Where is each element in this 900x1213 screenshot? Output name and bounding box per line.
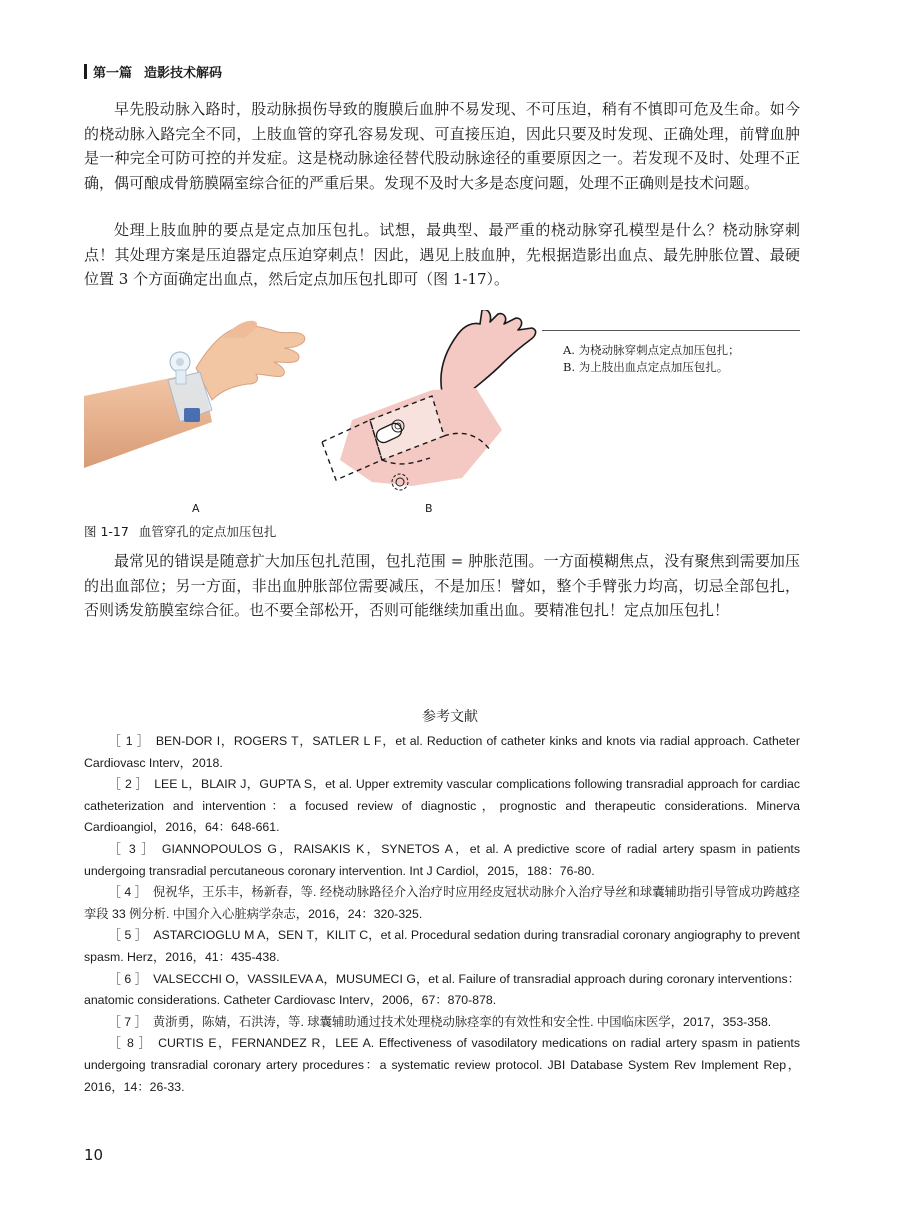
reference-text: VALSECCHI O，VASSILEVA A，MUSUMECI G，et al. Failure of transradial approach during coronary interventions：anatomic considerations. Catheter Cardiovasc Interv，2006，67：870-878.: [84, 971, 800, 1008]
reference-text: 倪祝华，王乐丰，杨新春，等. 经桡动脉路径介入治疗时应用经皮冠状动脉介入治疗导丝和球囊辅助指引导管成功跨越痉挛段 33 例分析. 中国介入心脏病学杂志，2016，24：320-325.: [84, 885, 800, 921]
paragraph-2: 处理上肢血肿的要点是定点加压包扎。试想，最典型、最严重的桡动脉穿孔模型是什么？桡动脉穿刺点！其处理方案是压迫器定点压迫穿刺点！因此，遇见上肢血肿，先根据造影出血点、最先肿胀位置、最硬位置 3 个方面确定出血点，然后定点加压包扎即可（图 1-17）。: [84, 221, 800, 288]
caption-number: 图 1-17: [84, 524, 129, 539]
reference-item: [84, 925, 800, 968]
figure-label-a: A: [192, 502, 200, 515]
references-list: [84, 731, 800, 1098]
header-bar: [84, 64, 87, 79]
reference-text: 黄浙勇，陈婧，石洪涛，等. 球囊辅助通过技术处理桡动脉痉挛的有效性和安全性. 中国临床医学，2017，353-358.: [152, 1014, 772, 1029]
reference-index: ［ 4 ］: [108, 885, 147, 900]
reference-item: [84, 969, 800, 1012]
reference-index: ［ 1 ］: [108, 734, 150, 748]
legend-item-a: A. 为桡动脉穿刺点定点加压包扎；: [563, 343, 740, 357]
page-number: 10: [84, 1146, 104, 1164]
reference-item: [84, 1012, 800, 1034]
reference-index: ［ 8 ］: [108, 1036, 153, 1051]
header-section: 造影技术解码: [144, 65, 223, 81]
reference-text: CURTIS E，FERNANDEZ R，LEE A. Effectiveness of vasodilatory medications on radial artery spasm in patients undergoing transradial coronary artery procedures：a systematic review protocol. JBI Database System Rev Implement Rep，2016，14：26-33.: [84, 1036, 800, 1094]
references-title: 参考文献: [422, 709, 478, 725]
reference-index: ［ 7 ］: [108, 1014, 147, 1029]
paragraph-3: 最常见的错误是随意扩大加压包扎范围，包扎范围 = 肿胀范围。一方面模糊焦点，没有聚焦到需要加压的出血部位；另一方面，非出血肿胀部位需要减压，不是加压！譬如，整个手臂张力均高，切忌全部包扎，否则诱发筋膜室综合征。也不要全部松开，否则可能继续加重出血。要精准包扎！定点加压包扎！: [84, 552, 800, 619]
reference-index: ［ 2 ］: [108, 777, 149, 792]
legend-item-b: B. 为上肢出血点定点加压包扎。: [563, 360, 729, 374]
figure-a-photo: [84, 318, 314, 488]
reference-item: [84, 731, 800, 774]
figure-label-b: B: [425, 502, 433, 515]
figure-legend: [563, 342, 740, 376]
figure-caption: [84, 522, 276, 540]
running-header: [84, 60, 222, 82]
reference-text: LEE L，BLAIR J，GUPTA S，et al. Upper extremity vascular complications following transradial approach for cardiac catheterization and intervention：a focused review of diagnostic，prognostic and therapeutic considerations. Minerva Cardioangiol，2016，64：648-661.: [84, 777, 800, 835]
reference-item: [84, 882, 800, 925]
header-part: 第一篇: [93, 65, 133, 81]
reference-text: GIANNOPOULOS G，RAISAKIS K，SYNETOS A，et al. A predictive score of radial artery spasm in patients undergoing transradial percutaneous coronary intervention. Int J Cardiol，2015，188：76-80.: [84, 841, 800, 878]
reference-item: [84, 839, 800, 882]
legend-rule: [542, 330, 800, 331]
reference-text: ASTARCIOGLU M A，SEN T，KILIT C，et al. Procedural sedation during transradial coronary angiography to prevent spasm. Herz，2016，41：435-438.: [84, 928, 800, 964]
reference-item: [84, 1033, 800, 1098]
reference-text: BEN-DOR I，ROGERS T，SATLER L F，et al. Reduction of catheter kinks and knots via radial approach. Catheter Cardiovasc Interv，2018.: [84, 734, 800, 770]
reference-index: ［ 5 ］: [108, 928, 148, 943]
caption-text: 血管穿孔的定点加压包扎: [138, 524, 277, 539]
reference-index: ［ 6 ］: [108, 971, 148, 986]
paragraph-1: 早先股动脉入路时，股动脉损伤导致的腹膜后血肿不易发现、不可压迫，稍有不慎即可危及生命。如今的桡动脉入路完全不同，上肢血管的穿孔容易发现、可直接压迫，因此只要及时发现、正确处理，前臂血肿是一种完全可防可控的并发症。这是桡动脉途径替代股动脉途径的重要原因之一。若发现不及时、处理不正确，偶可酿成骨筋膜隔室综合征的严重后果。发现不及时大多是态度问题，处理不正确则是技术问题。: [84, 100, 800, 192]
figure-b-drawing: [312, 310, 547, 506]
reference-item: [84, 774, 800, 839]
reference-index: ［ 3 ］: [108, 841, 156, 856]
